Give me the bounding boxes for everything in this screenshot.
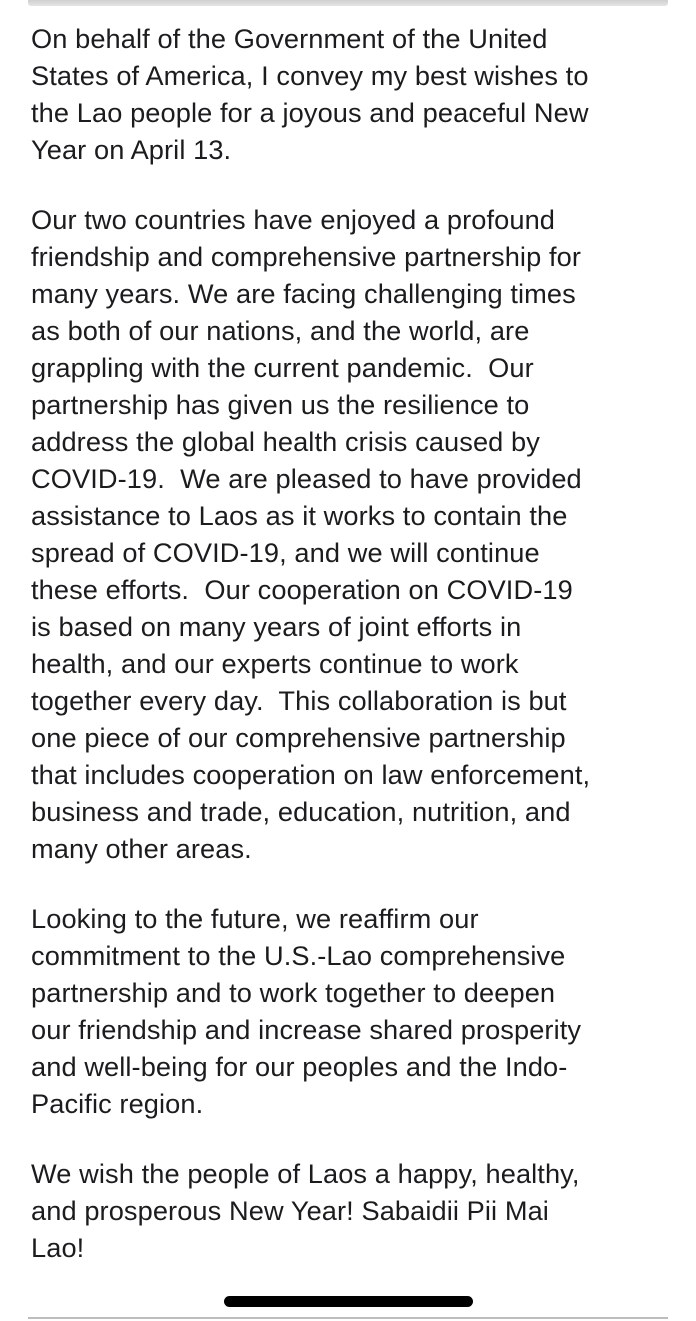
- text-line: together every day. This collaboration is but: [31, 685, 567, 716]
- bottom-divider: [28, 1317, 668, 1319]
- text-line: business and trade, education, nutrition, and: [31, 796, 571, 827]
- text-line: one piece of our comprehensive partnership: [31, 722, 566, 753]
- text-line: COVID-19. We are pleased to have provided: [31, 463, 582, 494]
- text-line: On behalf of the Government of the United: [31, 23, 548, 54]
- text-line: and well-being for our peoples and the Indo-: [31, 1051, 568, 1082]
- paragraph-greeting: [31, 20, 681, 168]
- text-line: friendship and comprehensive partnership for: [31, 241, 581, 272]
- text-line: and prosperous New Year! Sabaidii Pii Mai: [31, 1195, 549, 1226]
- paragraph-partnership: [31, 201, 681, 867]
- text-line: as both of our nations, and the world, are: [31, 315, 530, 346]
- text-line: the Lao people for a joyous and peaceful New: [31, 97, 589, 128]
- text-line: Year on April 13.: [31, 134, 232, 165]
- top-divider: [28, 0, 668, 6]
- text-line: many years. We are facing challenging times: [31, 278, 576, 309]
- text-line: Pacific region.: [31, 1088, 204, 1119]
- text-line: We wish the people of Laos a happy, healthy,: [31, 1158, 580, 1189]
- text-line: commitment to the U.S.-Lao comprehensive: [31, 940, 566, 971]
- text-line: that includes cooperation on law enforcement,: [31, 759, 591, 790]
- text-line: many other areas.: [31, 833, 252, 864]
- text-line: Looking to the future, we reaffirm our: [31, 903, 479, 934]
- text-line: States of America, I convey my best wishes to: [31, 60, 589, 91]
- text-line: partnership has given us the resilience to: [31, 389, 530, 420]
- text-line: Lao!: [31, 1232, 85, 1263]
- letter-body: [31, 20, 681, 1299]
- text-line: grappling with the current pandemic. Our: [31, 352, 534, 383]
- text-line: address the global health crisis caused by: [31, 426, 540, 457]
- text-line: assistance to Laos as it works to contain the: [31, 500, 568, 531]
- paragraph-future: [31, 900, 681, 1122]
- text-line: health, and our experts continue to work: [31, 648, 519, 679]
- text-line: is based on many years of joint efforts in: [31, 611, 522, 642]
- text-line: Our two countries have enjoyed a profound: [31, 204, 556, 235]
- text-line: these efforts. Our cooperation on COVID-19: [31, 574, 573, 605]
- home-indicator[interactable]: [224, 1296, 473, 1307]
- paragraph-closing: [31, 1155, 681, 1266]
- text-line: spread of COVID-19, and we will continue: [31, 537, 540, 568]
- text-line: partnership and to work together to deepen: [31, 977, 556, 1008]
- text-line: our friendship and increase shared prosperity: [31, 1014, 582, 1045]
